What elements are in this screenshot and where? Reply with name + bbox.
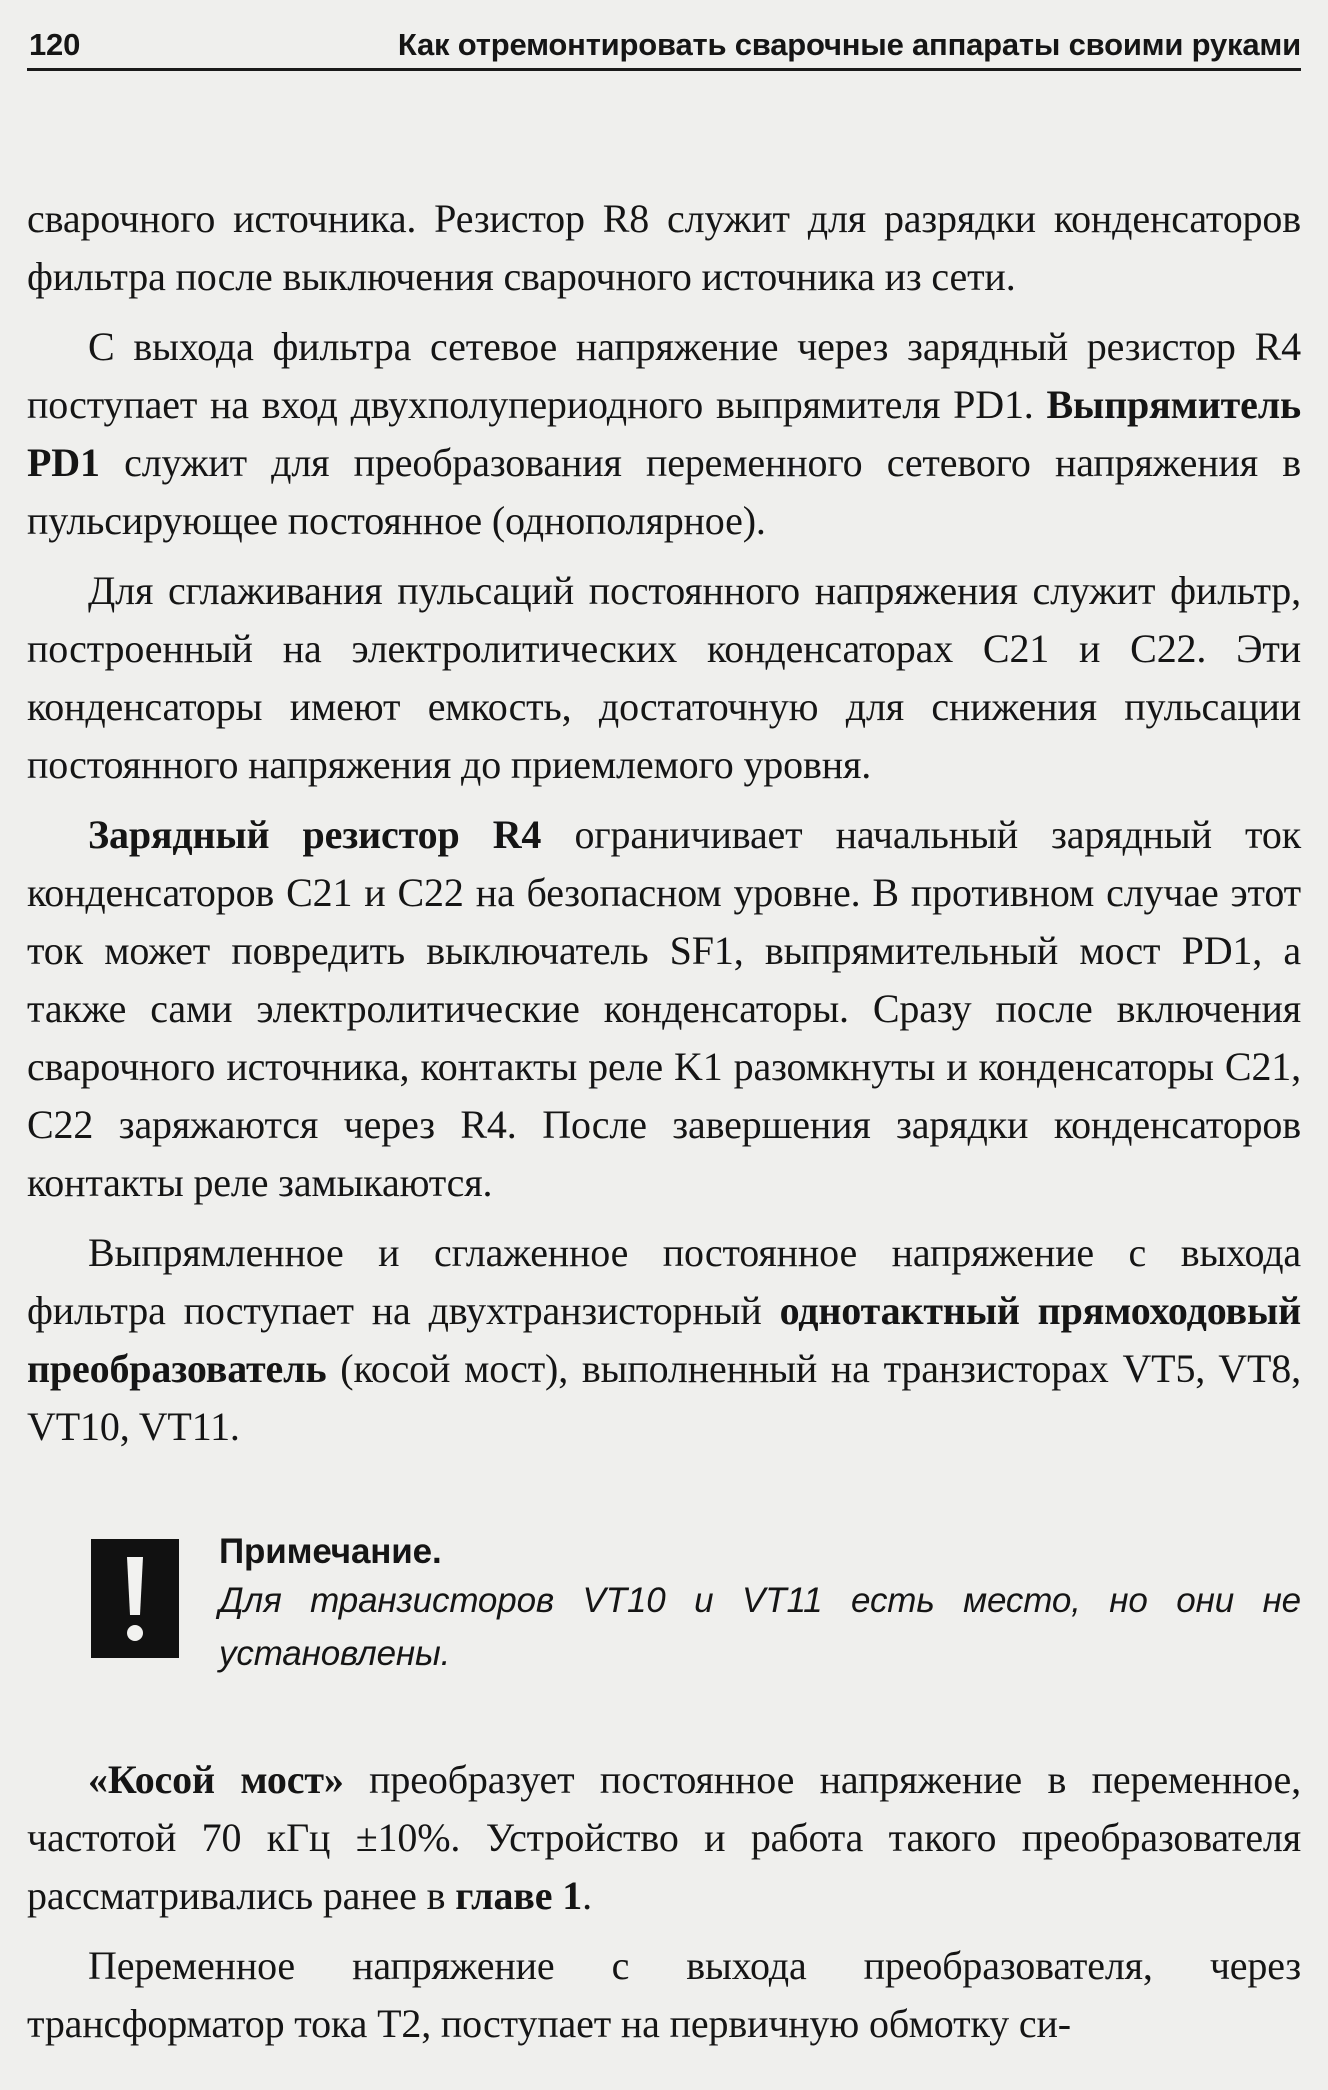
paragraph	[27, 1751, 1301, 1925]
paragraph	[27, 318, 1301, 550]
note-text: Для транзисторов VT10 и VT11 есть место, но они не установлены.	[219, 1581, 1301, 1673]
paragraphs-after-note	[27, 1751, 1301, 2053]
note-title: Примечание.	[219, 1532, 442, 1571]
text-run: преобразует постоянное напряжение в переменное, частотой 70 кГц ±10%. Устройство и работа такого преобразователя рассматривались ранее в	[27, 1757, 1302, 1918]
page-number: 120	[29, 27, 81, 62]
bold-text: главе 1	[455, 1873, 583, 1918]
bold-text: однотактный прямоходовый преобразователь	[27, 1288, 1301, 1391]
bold-text: Зарядный резистор R4	[88, 812, 542, 857]
text-run: Переменное напряжение с выхода преобразователя, через трансформатор тока T2, поступает на первичную обмотку си-	[27, 1943, 1301, 2046]
running-header	[27, 20, 1301, 71]
paragraph	[27, 1937, 1301, 2053]
paragraphs-before-note	[27, 190, 1301, 1456]
text-run: Для сглаживания пульсаций постоянного напряжения служит фильтр, построенный на электролитических конденсаторах C21 и C22. Эти конденсаторы имеют емкость, достаточную для снижения пульсации постоянного напряжения до приемлемого уровня.	[27, 568, 1301, 787]
running-title: Как отремонтировать сварочные аппараты своими руками	[397, 27, 1301, 62]
text-run: (косой мост), выполненный на транзисторах VT5, VT8, VT10, VT11.	[27, 1346, 1301, 1449]
text-run: С выхода фильтра сетевое напряжение через зарядный резистор R4 поступает на вход двухполупериодного выпрямителя PD1.	[27, 324, 1301, 427]
exclamation-icon	[91, 1539, 179, 1658]
paragraph	[27, 190, 1301, 306]
text-run: Выпрямленное и сглаженное постоянное напряжение с выхода фильтра поступает на двухтранзисторный	[27, 1230, 1301, 1333]
paragraph	[27, 562, 1301, 794]
paragraph	[27, 806, 1301, 1212]
text-run: ограничивает начальный зарядный ток конденсаторов C21 и C22 на безопасном уровне. В противном случае этот ток может повредить выключатель SF1, выпрямительный мост PD1, а также сами электролитические конденсаторы. Сразу после включения сварочного источника, контакты реле K1 разомкнуты и конденсаторы C21, C22 заряжаются через R4. После завершения зарядки конденсаторов контакты реле замыкаются.	[27, 812, 1301, 1205]
note-box	[27, 1525, 1301, 1673]
text-run: .	[582, 1873, 592, 1918]
bold-text: Выпрямитель PD1	[27, 382, 1301, 485]
body-text	[27, 190, 1301, 2053]
bold-text: «Косой мост»	[88, 1757, 344, 1802]
note-content	[219, 1525, 1301, 1680]
text-run: служит для преобразования переменного сетевого напряжения в пульсирующее постоянное (однополярное).	[27, 440, 1301, 543]
text-run: сварочного источника. Резистор R8 служит для разрядки конденсаторов фильтра после выключения сварочного источника из сети.	[27, 196, 1301, 299]
paragraph	[27, 1224, 1301, 1456]
